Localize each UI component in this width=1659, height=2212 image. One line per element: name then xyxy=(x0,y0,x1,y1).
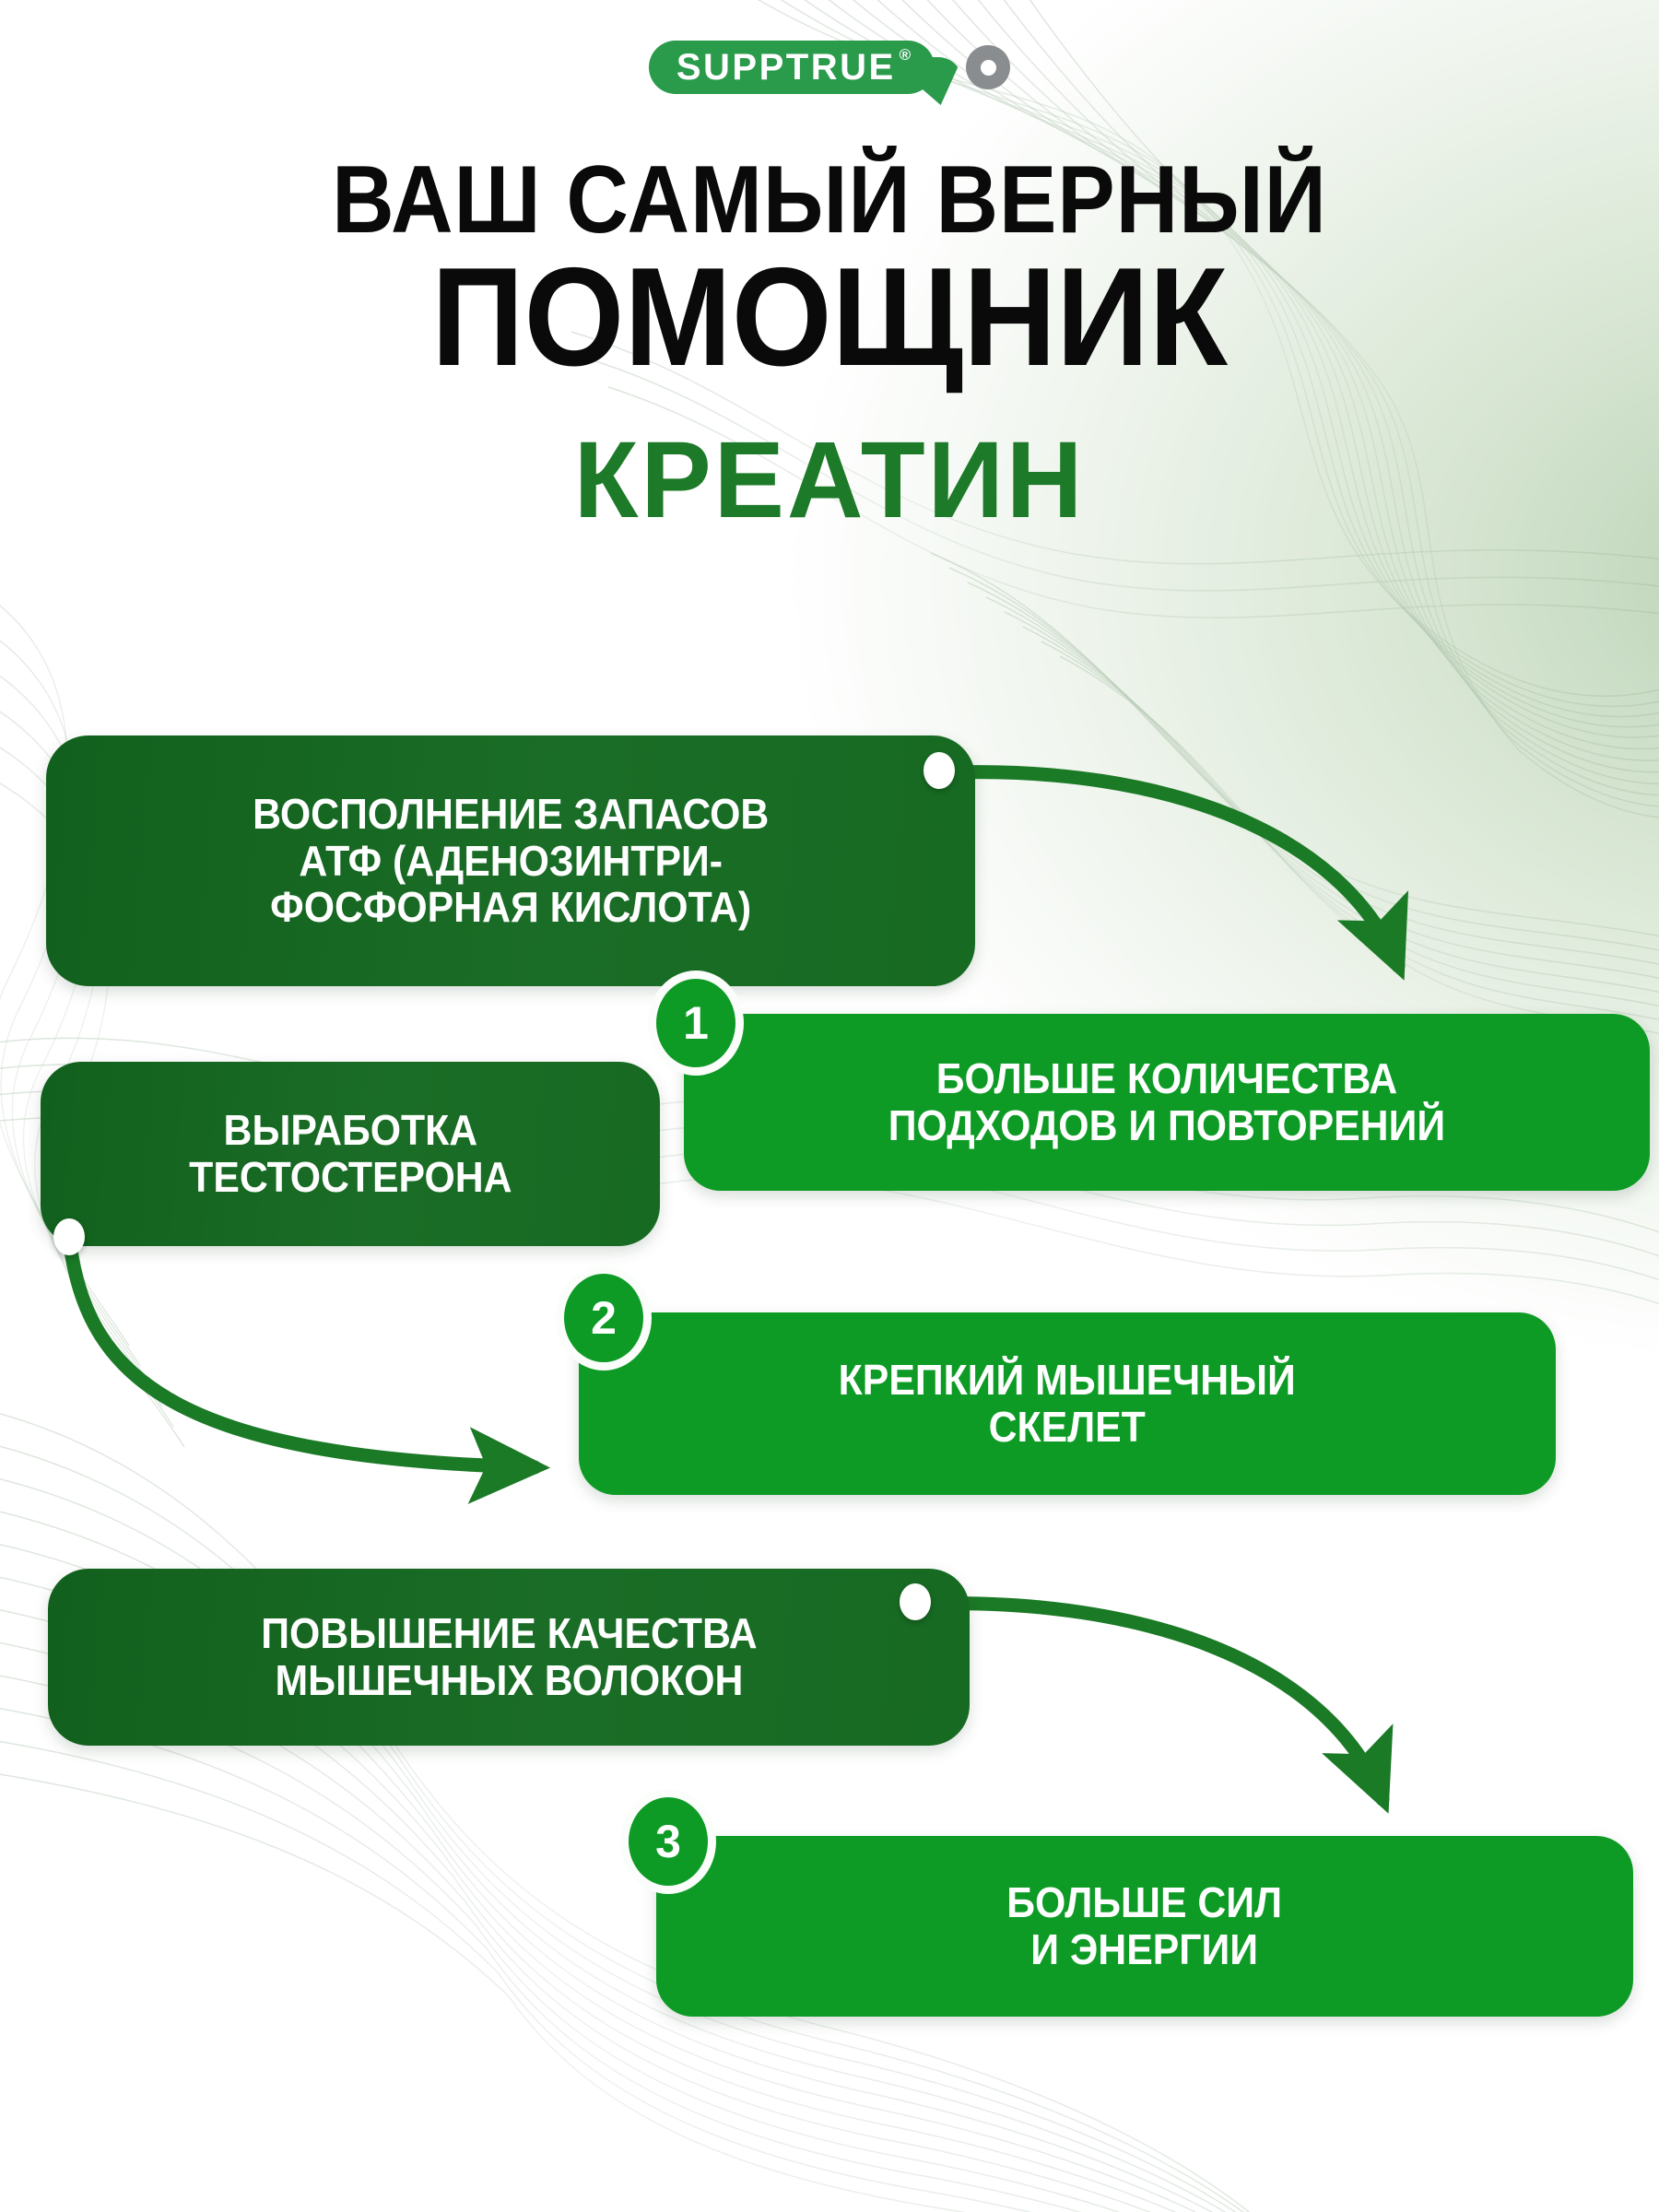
result-card-skeleton-line2: СКЕЛЕТ xyxy=(988,1403,1147,1451)
result-card-sets-line1: БОЛЬШЕ КОЛИЧЕСТВА xyxy=(935,1054,1398,1103)
connector-dot-fibers xyxy=(900,1583,931,1620)
donut-icon xyxy=(966,45,1010,89)
headline-block xyxy=(0,147,1659,541)
connector-atp-to-sets xyxy=(953,772,1398,966)
result-card-sets-line2: ПОДХОДОВ И ПОВТОРЕНИЙ xyxy=(888,1101,1446,1149)
logo-pill xyxy=(649,41,935,94)
connector-dot-atp xyxy=(924,752,955,789)
result-card-energy-line2: И ЭНЕРГИИ xyxy=(1030,1925,1259,1973)
brand-logo xyxy=(0,41,1659,94)
result-card-skeleton[interactable] xyxy=(579,1312,1556,1495)
step-badge-1: 1 xyxy=(656,979,735,1067)
benefit-card-atp-line1: ВОСПОЛНЕНИЕ ЗАПАСОВ xyxy=(252,790,770,839)
product-name-title: КРЕАТИН xyxy=(573,418,1086,541)
benefit-card-fibers[interactable] xyxy=(48,1569,970,1746)
result-card-sets[interactable] xyxy=(684,1014,1650,1191)
registered-trademark-icon: ® xyxy=(899,46,912,64)
logo-wordmark: SUPPTRUE xyxy=(676,47,896,88)
step-badge-2: 2 xyxy=(564,1274,643,1362)
connector-dot-testosterone xyxy=(53,1218,85,1255)
result-card-energy-line1: БОЛЬШЕ СИЛ xyxy=(1006,1878,1283,1927)
result-card-energy[interactable] xyxy=(656,1836,1633,2017)
step-badge-3: 3 xyxy=(629,1797,708,1886)
benefit-card-testosterone[interactable] xyxy=(41,1062,660,1246)
connector-testosterone-to-skeleton xyxy=(70,1244,535,1467)
benefit-card-atp-line2: АТФ (АДЕНОЗИНТРИ- xyxy=(299,836,723,885)
benefit-card-fibers-line1: ПОВЫШЕНИЕ КАЧЕСТВА xyxy=(260,1609,758,1658)
benefit-card-testosterone-line2: ТЕСТОСТЕРОНА xyxy=(188,1153,512,1201)
benefit-card-fibers-line2: МЫШЕЧНЫХ ВОЛОКОН xyxy=(275,1656,743,1704)
connector-fibers-to-energy xyxy=(929,1604,1382,1799)
result-card-skeleton-line1: КРЕПКИЙ МЫШЕЧНЫЙ xyxy=(838,1356,1297,1405)
headline-line-1: ВАШ САМЫЙ ВЕРНЫЙ xyxy=(332,147,1327,253)
benefit-card-atp[interactable] xyxy=(46,735,975,986)
benefit-card-testosterone-line1: ВЫРАБОТКА xyxy=(223,1106,477,1155)
benefit-card-atp-line3: ФОСФОРНАЯ КИСЛОТА) xyxy=(270,883,751,932)
headline-line-2: ПОМОЩНИК xyxy=(431,238,1228,395)
